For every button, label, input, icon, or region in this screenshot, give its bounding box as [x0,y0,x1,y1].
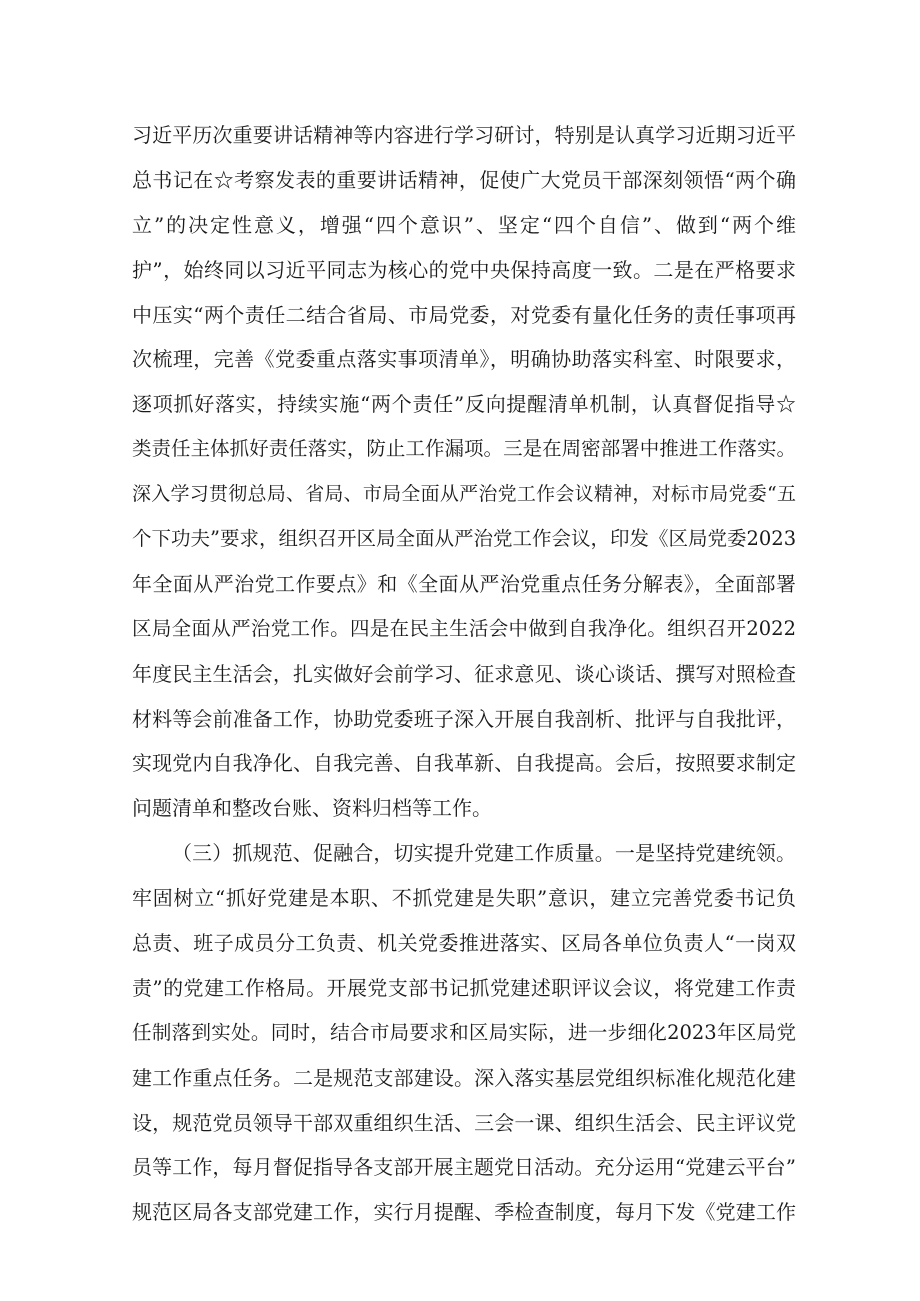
text-line: 次梳理，完善《党委重点落实事项清单》，明确协助落实科室、时限要求， [132,347,796,372]
text-line: 设，规范党员领导干部双重组织生活、三会一课、组织生活会、民主评议党 [132,1110,796,1135]
text-line: 问题清单和整改台账、资料归档等工作。 [132,796,492,821]
text-line: 中压实“两个责任二结合省局、市局党委，对党委有量化任务的责任事项再 [132,302,796,327]
text-line: 立”的决定性意义，增强“四个意识”、坚定“四个自信”、做到“两个维 [132,212,796,237]
text-line: 材料等会前准备工作，协助党委班子深入开展自我剖析、批评与自我批评， [132,706,796,731]
body-text [132,113,796,1235]
text-line: 实现党内自我净化、自我完善、自我革新、自我提高。会后，按照要求制定 [132,751,796,776]
text-line: 总责、班子成员分工负责、机关党委推进落实、区局各单位负责人“一岗双 [132,931,796,956]
text-line: 总书记在☆考察发表的重要讲话精神，促使广大党员干部深刻领悟“两个确 [132,167,796,192]
text-line: 规范区局各支部党建工作，实行月提醒、季检查制度，每月下发《党建工作 [132,1200,796,1225]
section-heading-line: （三）抓规范、促融合，切实提升党建工作质量。一是坚持党建统领。 [172,841,796,866]
text-line: 深入学习贯彻总局、省局、市局全面从严治党工作会议精神，对标市局党委“五 [132,483,796,506]
text-line: 护”，始终同以习近平同志为核心的党中央保持高度一致。二是在严格要求 [132,257,796,282]
text-line: 牢固树立“抓好党建是本职、不抓党建是失职”意识，建立完善党委书记负 [132,886,796,911]
text-line: 逐项抓好落实，持续实施“两个责任”反向提醒清单机制，认真督促指导☆ [132,392,796,417]
text-line: 年度民主生活会，扎实做好会前学习、征求意见、谈心谈话、撰写对照检查 [132,661,796,686]
text-line: 建工作重点任务。二是规范支部建设。深入落实基层党组织标准化规范化建 [132,1065,796,1090]
text-line: 个下功夫”要求，组织召开区局全面从严治党工作会议，印发《区局党委2023 [132,527,797,551]
text-line: 习近平历次重要讲话精神等内容进行学习研讨，特别是认真学习近期习近平 [132,123,796,147]
text-line: 责”的党建工作格局。开展党支部书记抓党建述职评议会议，将党建工作责 [132,975,796,1000]
text-line: 任制落到实处。同时，结合市局要求和区局实际，进一步细化2023年区局党 [132,1020,796,1044]
text-line: 类责任主体抓好责任落实，防止工作漏项。三是在周密部署中推进工作落实。 [132,437,796,461]
text-line: 年全面从严治党工作要点》和《全面从严治党重点任务分解表》，全面部署 [132,571,796,596]
text-line: 员等工作，每月督促指导各支部开展主题党日活动。充分运用“党建云平台” [132,1155,796,1180]
text-line: 区局全面从严治党工作。四是在民主生活会中做到自我净化。组织召开2022 [132,616,796,640]
